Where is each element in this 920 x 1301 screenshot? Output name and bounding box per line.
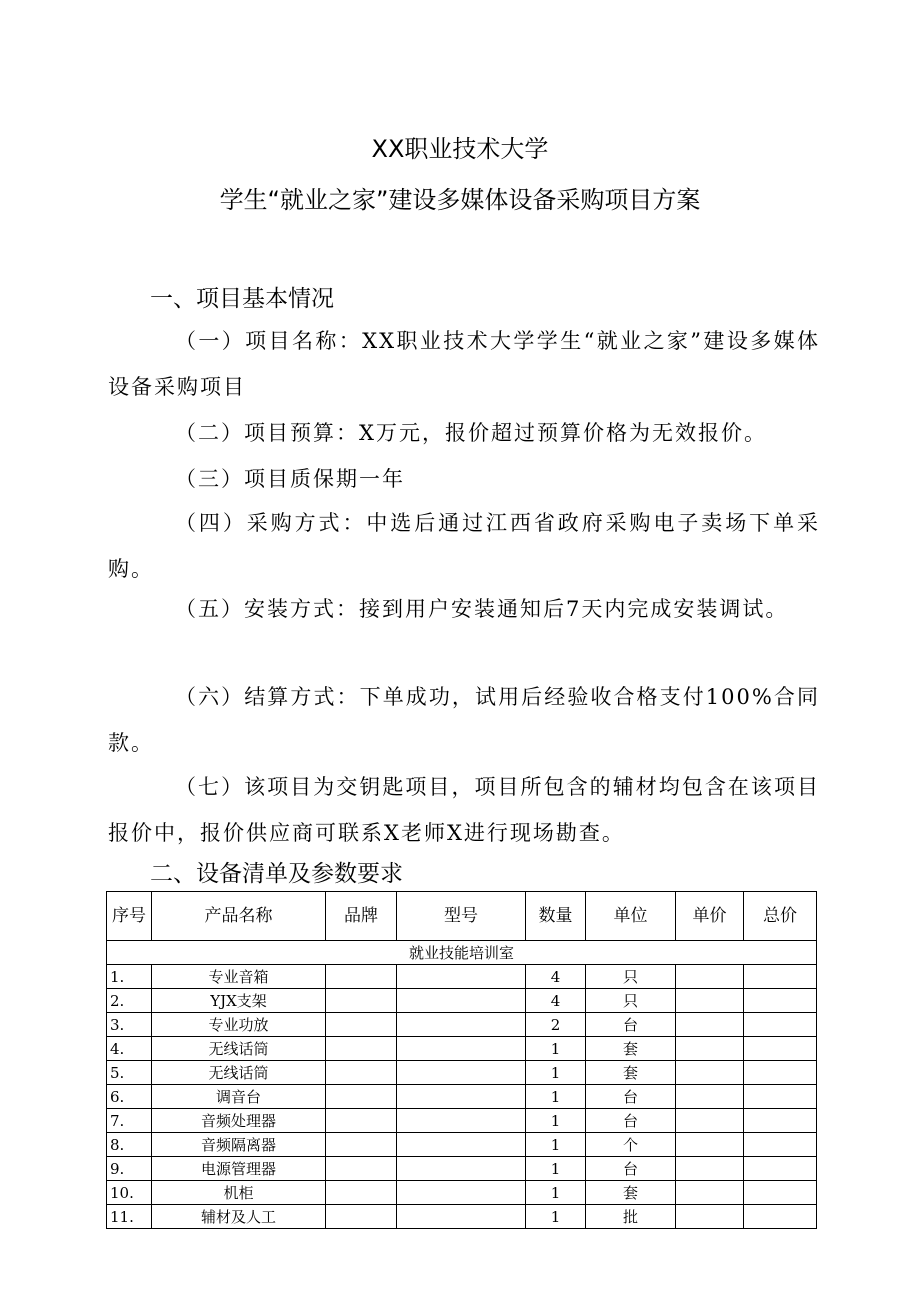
row-unit-price [676, 1133, 744, 1157]
header-seq: 序号 [107, 892, 152, 941]
row-model [397, 1181, 526, 1205]
section-heading-basic-info: 一、项目基本情况 [150, 286, 334, 312]
row-product-name: 专业功放 [152, 1013, 326, 1037]
row-brand [326, 1085, 397, 1109]
row-product-name: YJX支架 [152, 989, 326, 1013]
header-product-name: 产品名称 [152, 892, 326, 941]
row-unit: 套 [586, 1181, 676, 1205]
row-unit-price [676, 965, 744, 989]
row-unit-price [676, 1181, 744, 1205]
row-unit-price [676, 1061, 744, 1085]
row-brand [326, 965, 397, 989]
header-brand: 品牌 [326, 892, 397, 941]
row-quantity: 1 [526, 1205, 586, 1229]
row-model [397, 1109, 526, 1133]
row-product-name: 无线话筒 [152, 1037, 326, 1061]
row-total-price [744, 989, 817, 1013]
table-row [107, 965, 817, 989]
table-row [107, 1157, 817, 1181]
section-heading-equipment-list: 二、设备清单及参数要求 [150, 861, 403, 887]
row-product-name: 机柜 [152, 1181, 326, 1205]
table-row [107, 1205, 817, 1229]
row-unit: 台 [586, 1109, 676, 1133]
table-row [107, 1013, 817, 1037]
row-total-price [744, 1061, 817, 1085]
row-product-name: 电源管理器 [152, 1157, 326, 1181]
row-number: 6. [107, 1085, 152, 1109]
row-unit-price [676, 1157, 744, 1181]
row-number: 8. [107, 1133, 152, 1157]
row-brand [326, 1061, 397, 1085]
table-row [107, 1133, 817, 1157]
table-row [107, 1181, 817, 1205]
table-row [107, 1061, 817, 1085]
row-total-price [744, 1037, 817, 1061]
row-quantity: 2 [526, 1013, 586, 1037]
row-model [397, 1037, 526, 1061]
table-row [107, 1085, 817, 1109]
table-section-row [107, 941, 817, 965]
row-brand [326, 1109, 397, 1133]
row-unit: 台 [586, 1085, 676, 1109]
row-unit: 个 [586, 1133, 676, 1157]
row-product-name: 无线话筒 [152, 1061, 326, 1085]
row-total-price [744, 1109, 817, 1133]
equipment-table [106, 891, 817, 1229]
row-model [397, 989, 526, 1013]
row-unit-price [676, 1205, 744, 1229]
paragraph-purchase-method: （四）采购方式：中选后通过江西省政府采购电子卖场下单采购。 [108, 511, 820, 581]
row-product-name: 音频处理器 [152, 1109, 326, 1133]
row-number: 7. [107, 1109, 152, 1133]
row-brand [326, 1157, 397, 1181]
row-unit: 只 [586, 965, 676, 989]
row-brand [326, 1013, 397, 1037]
table-header-row [107, 892, 817, 941]
row-unit-price [676, 1037, 744, 1061]
row-quantity: 1 [526, 1061, 586, 1085]
row-unit: 套 [586, 1037, 676, 1061]
row-quantity: 1 [526, 1133, 586, 1157]
row-unit-price [676, 1013, 744, 1037]
header-unit: 单位 [586, 892, 676, 941]
row-number: 4. [107, 1037, 152, 1061]
row-unit: 套 [586, 1061, 676, 1085]
row-unit-price [676, 1085, 744, 1109]
row-unit-price [676, 1109, 744, 1133]
row-quantity: 1 [526, 1109, 586, 1133]
row-model [397, 1205, 526, 1229]
row-brand [326, 989, 397, 1013]
row-unit: 台 [586, 1013, 676, 1037]
row-product-name: 辅材及人工 [152, 1205, 326, 1229]
row-number: 1. [107, 965, 152, 989]
row-number: 5. [107, 1061, 152, 1085]
row-number: 3. [107, 1013, 152, 1037]
paragraph-project-budget: （二）项目预算：X万元，报价超过预算价格为无效报价。 [175, 421, 767, 445]
row-model [397, 1133, 526, 1157]
row-brand [326, 1181, 397, 1205]
header-model: 型号 [397, 892, 526, 941]
row-total-price [744, 1085, 817, 1109]
document-title: XX职业技术大学 [371, 135, 549, 163]
paragraph-project-name: （一）项目名称：XX职业技术大学学生“就业之家”建设多媒体设备采购项目 [108, 329, 820, 399]
row-total-price [744, 1133, 817, 1157]
row-brand [326, 1133, 397, 1157]
header-total-price: 总价 [744, 892, 817, 941]
paragraph-settlement-method: （六）结算方式：下单成功，试用后经验收合格支付100%合同款。 [108, 685, 820, 755]
row-unit: 台 [586, 1157, 676, 1181]
row-quantity: 1 [526, 1037, 586, 1061]
row-number: 11. [107, 1205, 152, 1229]
row-quantity: 4 [526, 989, 586, 1013]
row-quantity: 1 [526, 1181, 586, 1205]
row-quantity: 4 [526, 965, 586, 989]
row-total-price [744, 1181, 817, 1205]
row-unit-price [676, 989, 744, 1013]
row-total-price [744, 1157, 817, 1181]
row-model [397, 1085, 526, 1109]
row-total-price [744, 965, 817, 989]
paragraph-turnkey: （七）该项目为交钥匙项目，项目所包含的辅材均包含在该项目报价中，报价供应商可联系X老师X进行现场勘查。 [108, 775, 820, 845]
row-number: 9. [107, 1157, 152, 1181]
row-number: 2. [107, 989, 152, 1013]
table-row [107, 1109, 817, 1133]
table-row [107, 1037, 817, 1061]
row-model [397, 1061, 526, 1085]
row-brand [326, 1037, 397, 1061]
row-product-name: 专业音箱 [152, 965, 326, 989]
document-subtitle: 学生“就业之家”建设多媒体设备采购项目方案 [219, 186, 701, 214]
row-product-name: 调音台 [152, 1085, 326, 1109]
row-model [397, 1013, 526, 1037]
row-quantity: 1 [526, 1085, 586, 1109]
section-title-training-room: 就业技能培训室 [107, 941, 817, 965]
row-brand [326, 1205, 397, 1229]
row-model [397, 1157, 526, 1181]
paragraph-install-method: （五）安装方式：接到用户安装通知后7天内完成安装调试。 [175, 597, 789, 621]
row-product-name: 音频隔离器 [152, 1133, 326, 1157]
header-quantity: 数量 [526, 892, 586, 941]
header-unit-price: 单价 [676, 892, 744, 941]
table-row [107, 989, 817, 1013]
row-quantity: 1 [526, 1157, 586, 1181]
row-unit: 只 [586, 989, 676, 1013]
paragraph-warranty: （三）项目质保期一年 [175, 467, 405, 491]
row-total-price [744, 1013, 817, 1037]
row-unit: 批 [586, 1205, 676, 1229]
row-total-price [744, 1205, 817, 1229]
row-number: 10. [107, 1181, 152, 1205]
row-model [397, 965, 526, 989]
